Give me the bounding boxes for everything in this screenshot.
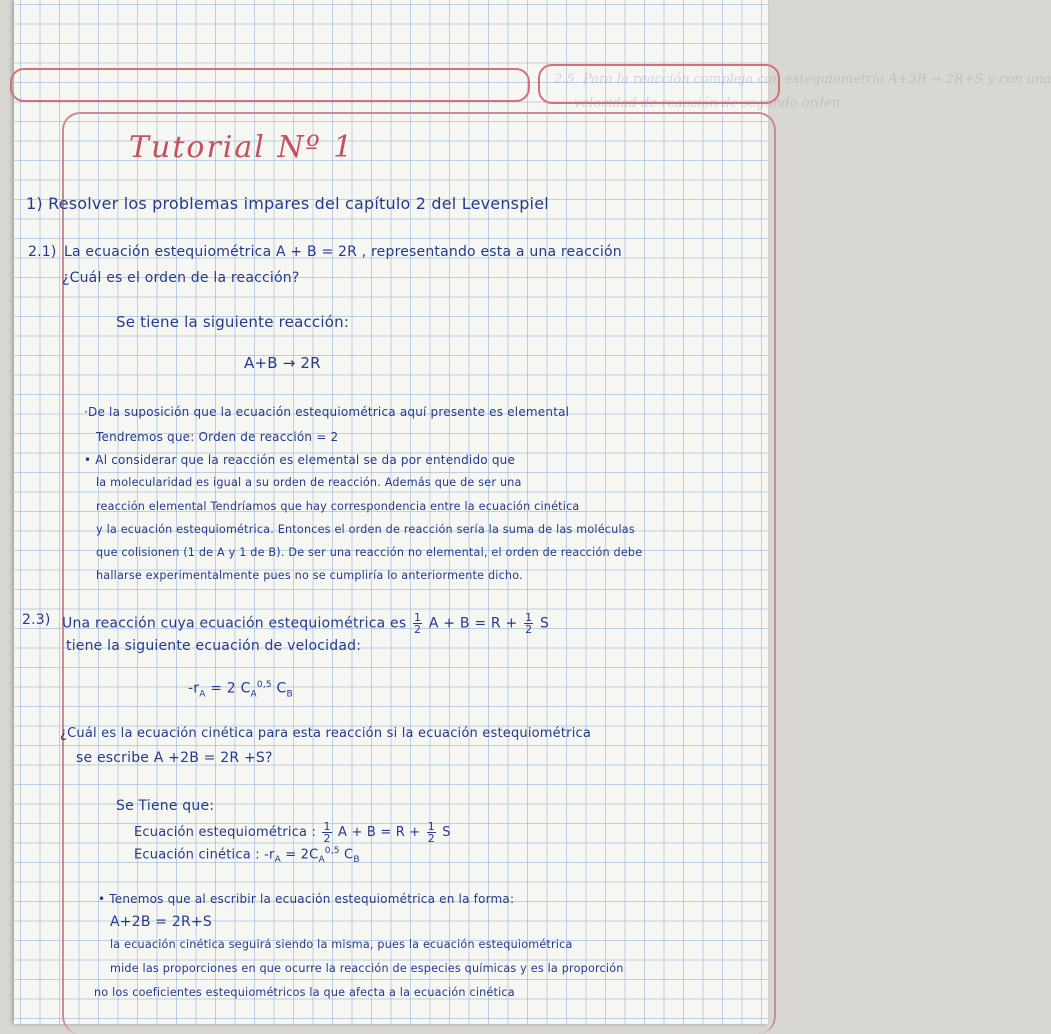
answer-line: y la ecuación estequiométrica. Entonces el orden de reacción sería la suma de las moléculas [96, 523, 635, 536]
problem-text: Una reacción cuya ecuación estequiométrica es $\frac{1}{2}$ A + B = R + $\frac{1}{2}$ S [62, 611, 550, 636]
answer-line: • Al considerar que la reacción es elemental se da por entendido que [84, 453, 516, 467]
problem-text: La ecuación estequiométrica A + B = 2R , representando esta a una reacción [64, 244, 622, 260]
page-title: Tutorial Nº 1 [129, 130, 355, 165]
answer-line: • Tenemos que al escribir la ecuación estequiométrica en la forma: [98, 892, 515, 906]
answer-line: la molecularidad es igual a su orden de reacción. Además que de ser una [96, 476, 522, 489]
notebook-page [14, 0, 1051, 1024]
answer-line: Ecuación estequiométrica : $\frac{1}{2}$ A + B = R + $\frac{1}{2}$ S [134, 820, 451, 845]
instruction-line: 1) Resolver los problemas impares del capítulo 2 del Levenspiel [26, 194, 549, 213]
problem-text: ¿Cuál es el orden de la reacción? [62, 270, 300, 286]
answer-line: mide las proporciones en que ocurre la reacción de especies químicas y es la proporción [110, 962, 624, 975]
problem-text: tiene la siguiente ecuación de velocidad: [66, 638, 362, 654]
fraction: $\frac{1}{2}$ [427, 820, 435, 845]
bleed-through-text: velocidad de reacción de segundo orden [574, 96, 841, 111]
answer-line: que colisionen (1 de A y 1 de B). De ser una reacción no elemental, el orden de reacción debe [96, 546, 643, 559]
fraction: $\frac{1}{2}$ [323, 820, 331, 845]
problem-number: 2.1) [28, 244, 57, 260]
fraction: $\frac{1}{2}$ [414, 611, 422, 636]
answer-line: hallarse experimentalmente pues no se cumpliría lo anteriormente dicho. [96, 569, 523, 582]
answer-line: Tendremos que: Orden de reacción = 2 [96, 430, 339, 444]
problem-number: 2.3) [22, 612, 51, 628]
answer-line: la ecuación cinética seguirá siendo la misma, pues la ecuación estequiométrica [110, 938, 573, 951]
rate-equation: $-r_A = 2$ $C_A^{0,5}$ $C_B$ [188, 680, 293, 700]
answer-intro: Se Tiene que: [116, 798, 215, 814]
problem-text: ¿Cuál es la ecuación cinética para esta reacción si la ecuación estequiométrica [60, 726, 592, 741]
reaction-equation: A+B → 2R [244, 354, 321, 372]
bleed-through-text: 2.5. Para la reacción compleja con estequiometría A+3B → 2R+S y con una [554, 72, 1051, 87]
answer-line: reacción elemental Tendríamos que hay correspondencia entre la ecuación cinética [96, 500, 580, 513]
answer-intro: Se tiene la siguiente reacción: [116, 313, 350, 331]
answer-line: A+2B = 2R+S [110, 914, 212, 930]
header-box-left [10, 68, 530, 102]
problem-text: se escribe A +2B = 2R +S? [76, 750, 273, 766]
answer-line: Ecuación cinética : $-r_A = 2C_A^{0,5}$ $C_B$ [134, 846, 360, 865]
fraction: $\frac{1}{2}$ [525, 611, 533, 636]
answer-line: no los coeficientes estequiométricos la que afecta a la ecuación cinética [94, 986, 515, 999]
answer-line: ·De la suposición que la ecuación estequiométrica aquí presente es elemental [84, 405, 570, 419]
